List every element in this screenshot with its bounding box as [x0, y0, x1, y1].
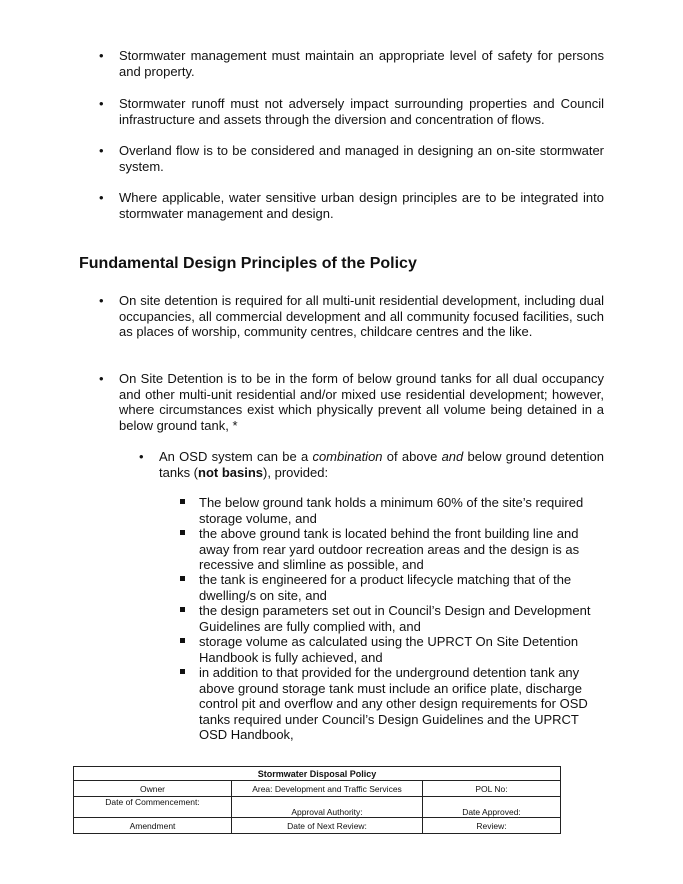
osd-text: An OSD system can be a combination of above and below ground detention tanks (not basins), provided: — [159, 449, 604, 480]
footer-amendment: Amendment — [74, 818, 232, 834]
bullet-dot: • — [99, 96, 104, 111]
square-bullet — [180, 669, 185, 674]
bullet-text: Overland flow is to be considered and managed in designing an on-site stormwater system. — [119, 143, 604, 174]
square-bullet — [180, 576, 185, 581]
principle-text: On Site Detention is to be in the form of below ground tanks for all dual occupancy and other multi-unit residential and/or mixed use residential development; however, where circumstances exist which physically prevent all volume being detained in a below ground tank, * — [119, 371, 604, 433]
footer-title: Stormwater Disposal Policy — [74, 767, 561, 781]
square-bullet — [180, 530, 185, 535]
footer-pol-no: POL No: — [423, 781, 561, 797]
condition-text: the design parameters set out in Council’s Design and Development Guidelines are fully complied with, and — [199, 603, 591, 634]
square-bullet — [180, 499, 185, 504]
condition-text: in addition to that provided for the underground detention tank any above ground storage tank must include an orifice plate, discharge control pit and overflow and any other design requirements for OSD tanks required under Council’s Design Guidelines and the UPRCT OSD Handbook, — [199, 665, 588, 742]
bullet-dot: • — [99, 143, 104, 158]
square-bullet — [180, 607, 185, 612]
bullet-dot: • — [99, 48, 104, 63]
bullet-dot: • — [99, 371, 104, 386]
policy-footer-table — [73, 766, 561, 834]
footer-approval-authority: Approval Authority: — [232, 797, 423, 818]
bullet-dot: • — [99, 293, 104, 308]
footer-owner: Owner — [74, 781, 232, 797]
bullet-dot: • — [99, 190, 104, 205]
footer-next-review: Date of Next Review: — [232, 818, 423, 834]
section-heading: Fundamental Design Principles of the Policy — [79, 255, 417, 272]
bullet-text: Stormwater runoff must not adversely impact surrounding properties and Council infrastructure and assets through the diversion and concentration of flows. — [119, 96, 604, 127]
condition-text: the tank is engineered for a product lifecycle matching that of the dwelling/s on site, and — [199, 572, 572, 603]
bullet-dot: • — [139, 449, 144, 464]
condition-text: storage volume as calculated using the UPRCT On Site Detention Handbook is fully achieved, and — [199, 634, 579, 665]
principle-text: On site detention is required for all multi-unit residential development, including dual occupancies, all commercial development and all community focused facilities, such as places of worship, community centres, childcare centres and the like. — [119, 293, 604, 339]
footer-date-approved: Date Approved: — [423, 797, 561, 818]
footer-area: Area: Development and Traffic Services — [232, 781, 423, 797]
square-bullet — [180, 638, 185, 643]
footer-commencement: Date of Commencement: — [74, 797, 232, 818]
condition-text: the above ground tank is located behind the front building line and away from rear yard outdoor recreation areas and the design is as recessive and slimline as possible, and — [199, 526, 580, 572]
bullet-text: Stormwater management must maintain an appropriate level of safety for persons and property. — [119, 48, 604, 79]
bullet-text: Where applicable, water sensitive urban design principles are to be integrated into stormwater management and design. — [119, 190, 604, 221]
condition-text: The below ground tank holds a minimum 60% of the site’s required storage volume, and — [199, 495, 584, 526]
footer-review: Review: — [423, 818, 561, 834]
